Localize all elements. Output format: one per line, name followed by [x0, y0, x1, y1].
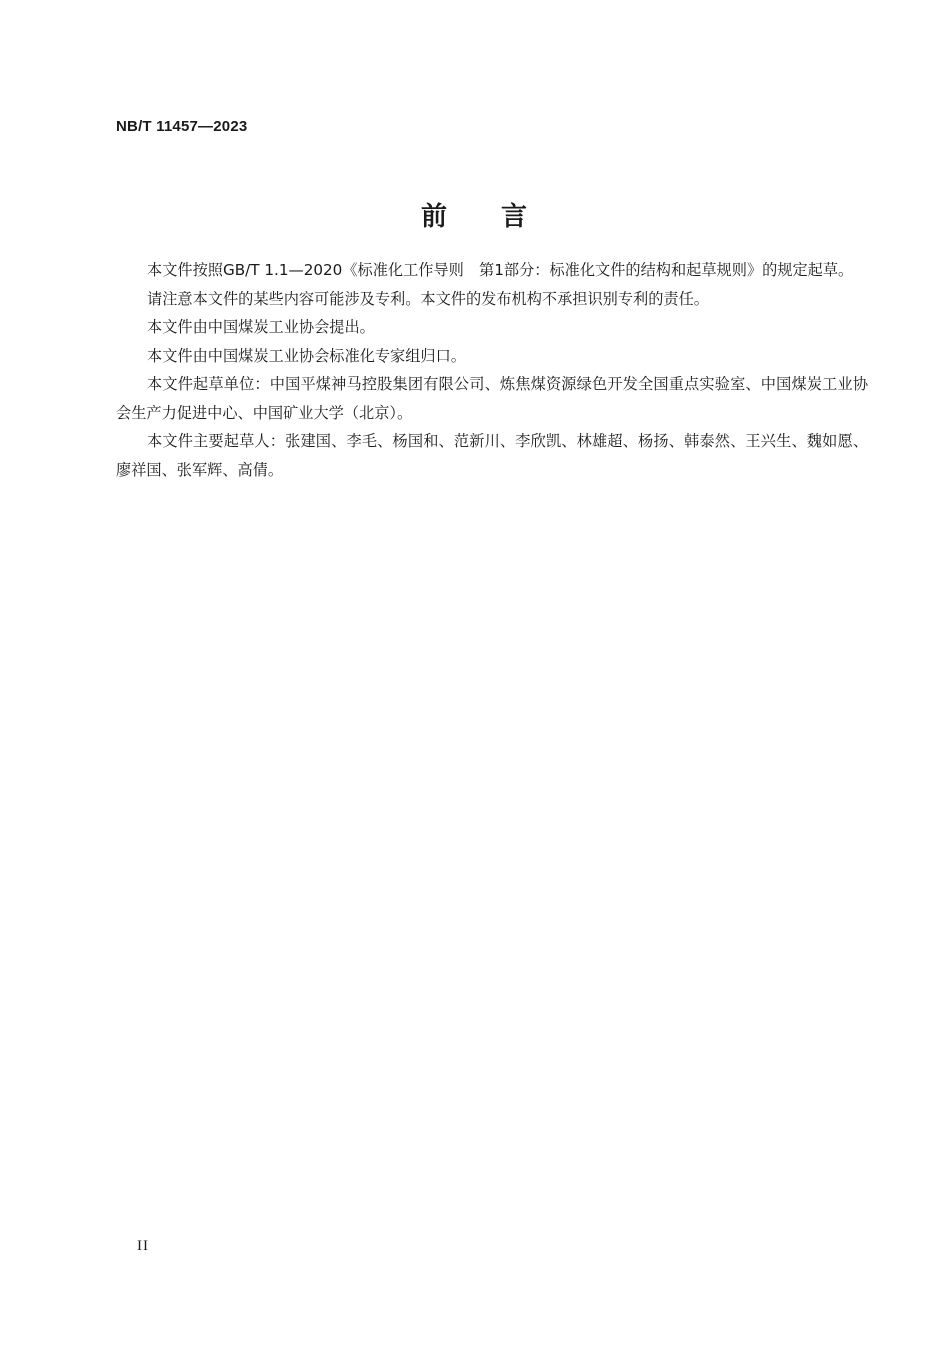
paragraph-drafting-units: 本文件起草单位：中国平煤神马控股集团有限公司、炼焦煤资源绿色开发全国重点实验室、中国煤炭工业协会生产力促进中心、中国矿业大学（北京）。 — [116, 375, 868, 422]
foreword-body — [116, 256, 868, 484]
paragraph-centralized-unit: 本文件由中国煤炭工业协会标准化专家组归口。 — [147, 346, 466, 365]
paragraph-proposer: 本文件由中国煤炭工业协会提出。 — [147, 318, 375, 336]
paragraph-drafting-rules: 本文件按照GB/T 1.1—2020《标准化工作导则 第1部分：标准化文件的结构和起草规则》的规定起草。 — [147, 261, 854, 279]
document-code: NB/T 11457—2023 — [116, 118, 248, 135]
page-title — [0, 196, 950, 233]
paragraph-drafters: 本文件主要起草人：张建国、李毛、杨国和、范新川、李欣凯、林雄超、杨扬、韩泰然、王兴生、魏如愿、廖祥国、张军辉、高倩。 — [116, 432, 868, 479]
title-char-1: 前 — [420, 202, 449, 232]
title-char-2: 言 — [501, 202, 530, 232]
page-number: II — [137, 1238, 149, 1254]
paragraph-patent-notice: 请注意本文件的某些内容可能涉及专利。本文件的发布机构不承担识别专利的责任。 — [147, 289, 709, 308]
